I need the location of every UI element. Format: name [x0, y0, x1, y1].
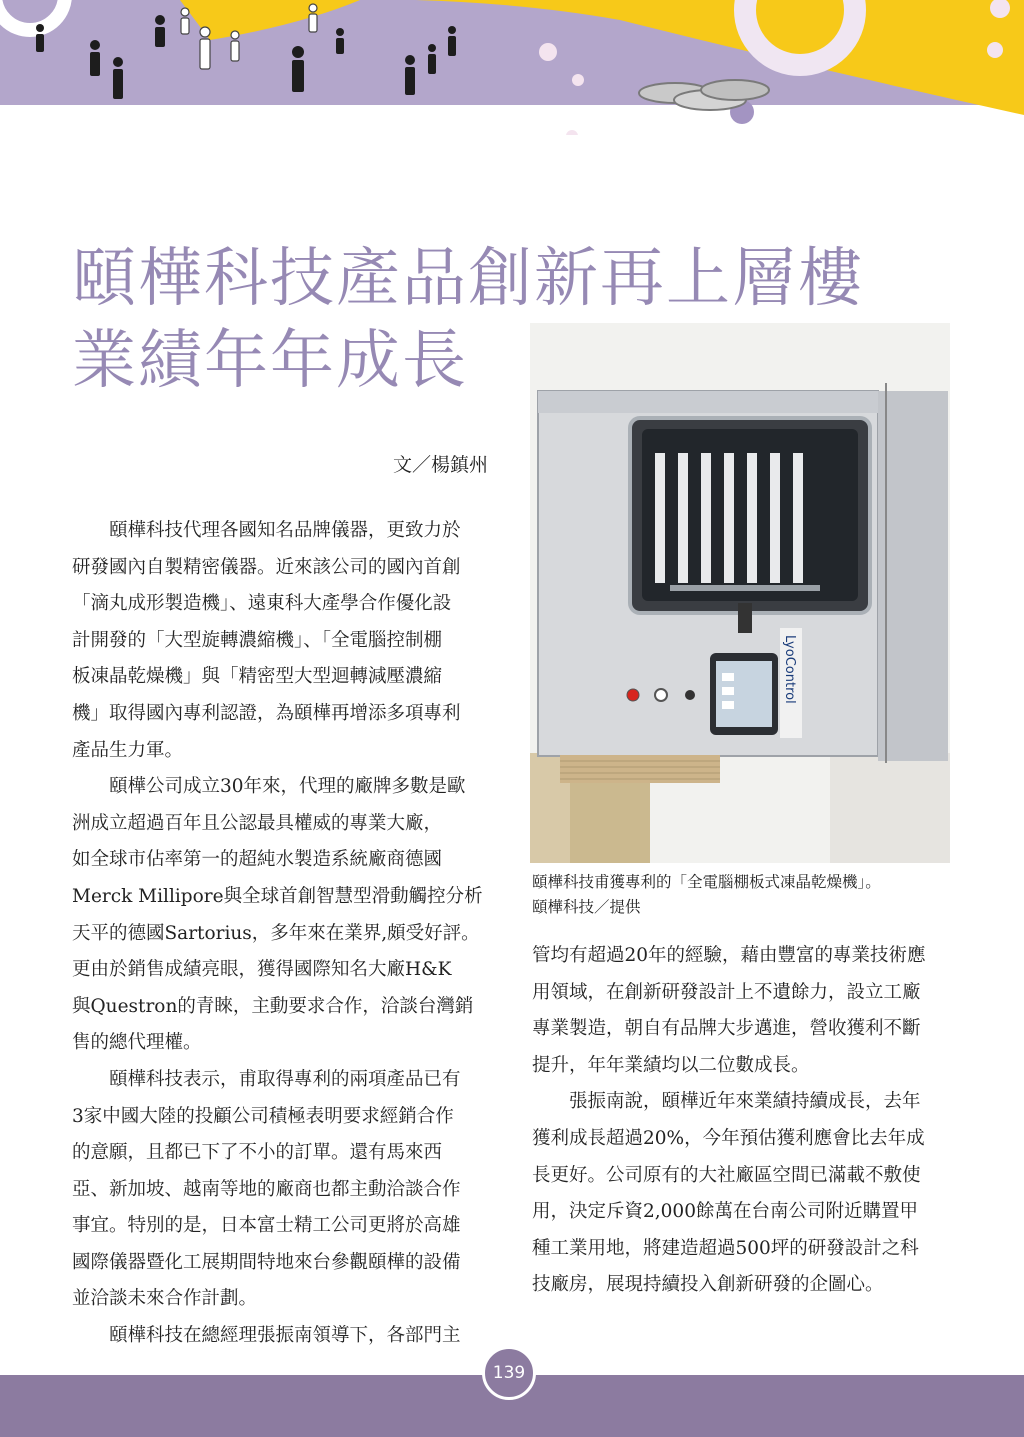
text-line: 國際儀器暨化工展期間特地來台參觀頤樺的設備	[72, 1251, 461, 1273]
text-line: 用，決定斥資2,000餘萬在台南公司附近購置甲	[532, 1201, 918, 1223]
text-line: 天平的德國Sartorius，多年來在業界,頗受好評。	[72, 922, 480, 944]
text-line: 專業製造，朝自有品牌大步邁進，營收獲利不斷	[532, 1018, 921, 1040]
text-line: 如全球市佔率第一的超純水製造系統廠商德國	[72, 849, 443, 871]
caption-line-1: 頤樺科技甫獲專利的「全電腦棚板式凍晶乾燥機」。	[532, 873, 881, 891]
title-line-1: 頤樺科技產品創新再上層樓	[72, 242, 864, 316]
text-line: 張振南說，頤樺近年來業績持續成長，去年	[532, 1091, 921, 1113]
text-line: 頤樺科技代理各國知名品牌儀器，更致力於	[72, 520, 461, 541]
text-line: 機」取得國內專利認證，為頤樺再增添多項專利	[72, 702, 461, 724]
banner-graphic	[0, 0, 1024, 135]
author-byline: 文／楊鎮州	[392, 454, 488, 476]
text-line: 頤樺公司成立30年來，代理的廠牌多數是歐	[72, 776, 466, 798]
text-line: 獲利成長超過20%，今年預估獲利應會比去年成	[532, 1127, 925, 1149]
text-line: 售的總代理權。	[72, 1032, 202, 1054]
text-line: 頤樺科技表示，甫取得專利的兩項產品已有	[72, 1068, 461, 1090]
photo-label: LyoControl	[782, 635, 797, 704]
left-column	[72, 513, 492, 1355]
text-line: 3家中國大陸的投顧公司積極表明要求經銷合作	[72, 1105, 454, 1127]
page-number: 139	[482, 1346, 536, 1400]
paragraph	[532, 1084, 952, 1304]
text-line: 提升，年年業績均以二位數成長。	[532, 1054, 810, 1076]
text-line: 技廠房，展現持續投入創新研發的企圖心。	[532, 1274, 884, 1296]
text-line: 的意願，且都已下了不小的訂單。還有馬來西	[72, 1142, 443, 1164]
caption-credit: 頤樺科技／提供	[532, 898, 641, 916]
text-line: 事宜。特別的是，日本富士精工公司更將於高雄	[72, 1215, 461, 1237]
text-line: 更由於銷售成績亮眼，獲得國際知名大廠H&K	[72, 959, 452, 981]
text-line: 計開發的「大型旋轉濃縮機」、「全電腦控制棚	[72, 629, 443, 651]
freeze-dryer-image	[530, 323, 950, 863]
paragraph	[72, 1318, 492, 1355]
text-line: 種工業用地，將建造超過500坪的研發設計之科	[532, 1237, 919, 1259]
title-line-2: 業績年年成長	[72, 324, 468, 398]
paragraph	[532, 938, 952, 1084]
paragraph	[72, 513, 492, 769]
text-line: 亞、新加坡、越南等地的廠商也都主動洽談合作	[72, 1178, 461, 1200]
text-line: 研發國內自製精密儀器。近來該公司的國內首創	[72, 556, 461, 578]
right-column	[532, 938, 952, 1304]
text-line: 用領域，在創新研發設計上不遺餘力，設立工廠	[532, 981, 921, 1003]
text-line: 並洽談未來合作計劃。	[72, 1288, 258, 1310]
text-line: 「滴丸成形製造機」、遠東科大產學合作優化設	[72, 593, 452, 615]
text-line: 管均有超過20年的經驗，藉由豐富的專業技術應	[532, 945, 926, 966]
header-banner	[0, 0, 1024, 135]
paragraph	[72, 1062, 492, 1318]
paragraph	[72, 769, 492, 1062]
text-line: 洲成立超過百年且公認最具權威的專業大廠，	[72, 812, 443, 834]
text-line: 產品生力軍。	[72, 739, 184, 761]
text-line: 與Questron的青睞，主動要求合作，洽談台灣銷	[72, 995, 474, 1017]
photo-caption	[532, 870, 962, 920]
text-line: Merck Millipore與全球首創智慧型滑動觸控分析	[72, 885, 483, 907]
text-line: 頤樺科技在總經理張振南領導下，各部門主	[72, 1325, 461, 1347]
product-photo	[530, 323, 950, 863]
text-line: 長更好。公司原有的大社廠區空間已滿載不敷使	[532, 1164, 921, 1186]
text-line: 板凍晶乾燥機」與「精密型大型迴轉減壓濃縮	[72, 666, 443, 688]
